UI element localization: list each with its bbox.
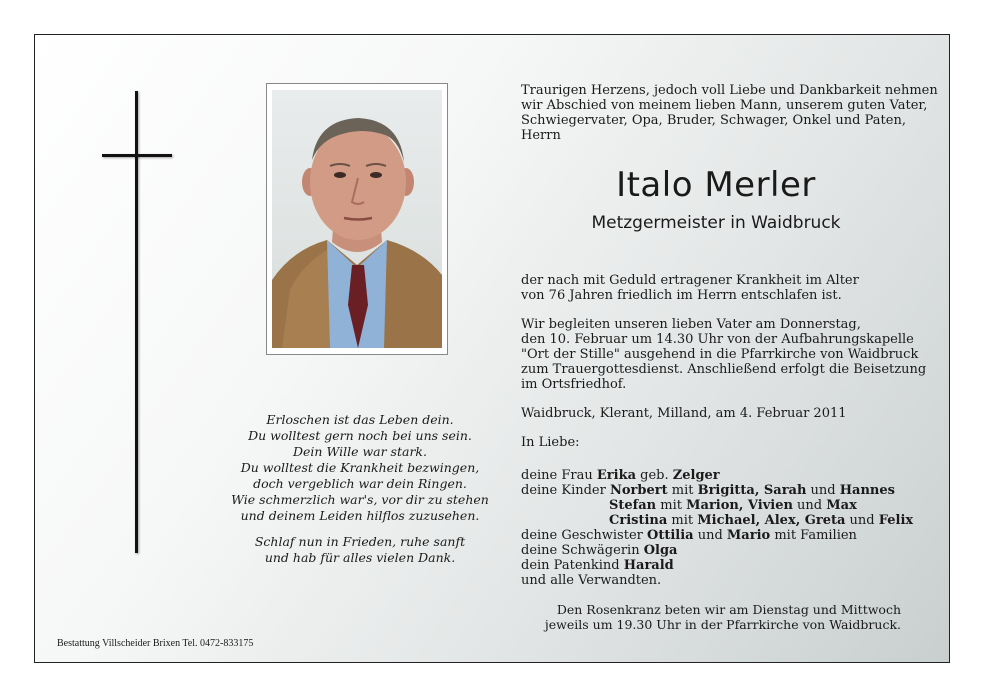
poem <box>205 412 515 566</box>
death-line: von 76 Jahren friedlich im Herrn entschlafen ist. <box>521 288 842 303</box>
place-date: Waidbruck, Klerant, Milland, am 4. Februar 2011 <box>521 406 847 421</box>
obituary-card <box>34 34 950 663</box>
family-children: deine Kinder Norbert mit Brigitta, Sarah und Hannes <box>521 483 895 498</box>
deceased-name: Italo Merler <box>616 165 816 205</box>
rosary-line: Den Rosenkranz beten wir am Dienstag und Mittwoch <box>556 602 901 617</box>
poem-line: Du wolltest die Krankheit bezwingen, <box>240 460 480 475</box>
portrait-illustration <box>272 90 442 348</box>
cross-bar <box>102 154 172 157</box>
family-children: Cristina mit Michael, Alex, Greta und Felix <box>609 513 914 528</box>
cross-icon <box>135 91 138 553</box>
in-love-label: In Liebe: <box>521 435 580 450</box>
poem-line: Du wolltest gern noch bei uns sein. <box>248 428 472 443</box>
poem-line: und deinem Leiden hilflos zuzusehen. <box>240 508 480 523</box>
portrait-photo <box>272 90 442 348</box>
funeral-home-footer: Bestattung Villscheider Brixen Tel. 0472-833175 <box>57 638 254 649</box>
funeral-text <box>521 317 941 392</box>
poem-closing-line: Schlaf nun in Frieden, ruhe sanft <box>254 534 466 549</box>
family-wife: deine Frau Erika geb. Zelger <box>521 468 720 483</box>
funeral-line: im Ortsfriedhof. <box>521 377 627 392</box>
rosary-line: jeweils um 19.30 Uhr in der Pfarrkirche von Waidbruck. <box>544 617 901 632</box>
family-relatives: und alle Verwandten. <box>521 573 662 588</box>
death-line: der nach mit Geduld ertragener Krankheit im Alter <box>521 273 859 288</box>
funeral-line: den 10. Februar um 14.30 Uhr von der Aufbahrungskapelle <box>521 332 914 347</box>
deceased-occupation: Metzgermeister in Waidbruck <box>591 213 841 233</box>
funeral-line: Wir begleiten unseren lieben Vater am Donnerstag, <box>521 317 861 332</box>
family-children: Stefan mit Marion, Vivien und Max <box>609 498 857 513</box>
funeral-line: zum Trauergottesdienst. Anschließend erfolgt die Beisetzung <box>521 362 927 377</box>
intro-line: Schwiegervater, Opa, Bruder, Schwager, Onkel und Paten, <box>521 113 906 128</box>
family-list <box>521 468 941 588</box>
intro-line: Traurigen Herzens, jedoch voll Liebe und Dankbarkeit nehmen <box>521 83 938 98</box>
rosary-text <box>521 602 901 632</box>
portrait-frame <box>266 83 448 355</box>
poem-line: Erloschen ist das Leben dein. <box>266 412 454 427</box>
poem-line: doch vergeblich war dein Ringen. <box>253 476 467 491</box>
poem-line: Wie schmerzlich war's, vor dir zu stehen <box>231 492 489 507</box>
intro-text <box>521 83 941 143</box>
family-siblings: deine Geschwister Ottilia und Mario mit Familien <box>521 528 857 543</box>
poem-line: Dein Wille war stark. <box>293 444 427 459</box>
intro-line: Herrn <box>521 128 561 143</box>
family-godchild: dein Patenkind Harald <box>521 558 674 573</box>
family-sister-in-law: deine Schwägerin Olga <box>521 543 678 558</box>
death-text <box>521 273 941 303</box>
poem-closing-line: und hab für alles vielen Dank. <box>264 550 456 565</box>
funeral-line: "Ort der Stille" ausgehend in die Pfarrkirche von Waidbruck <box>521 347 919 362</box>
intro-line: wir Abschied von meinem lieben Mann, unserem guten Vater, <box>521 98 928 113</box>
